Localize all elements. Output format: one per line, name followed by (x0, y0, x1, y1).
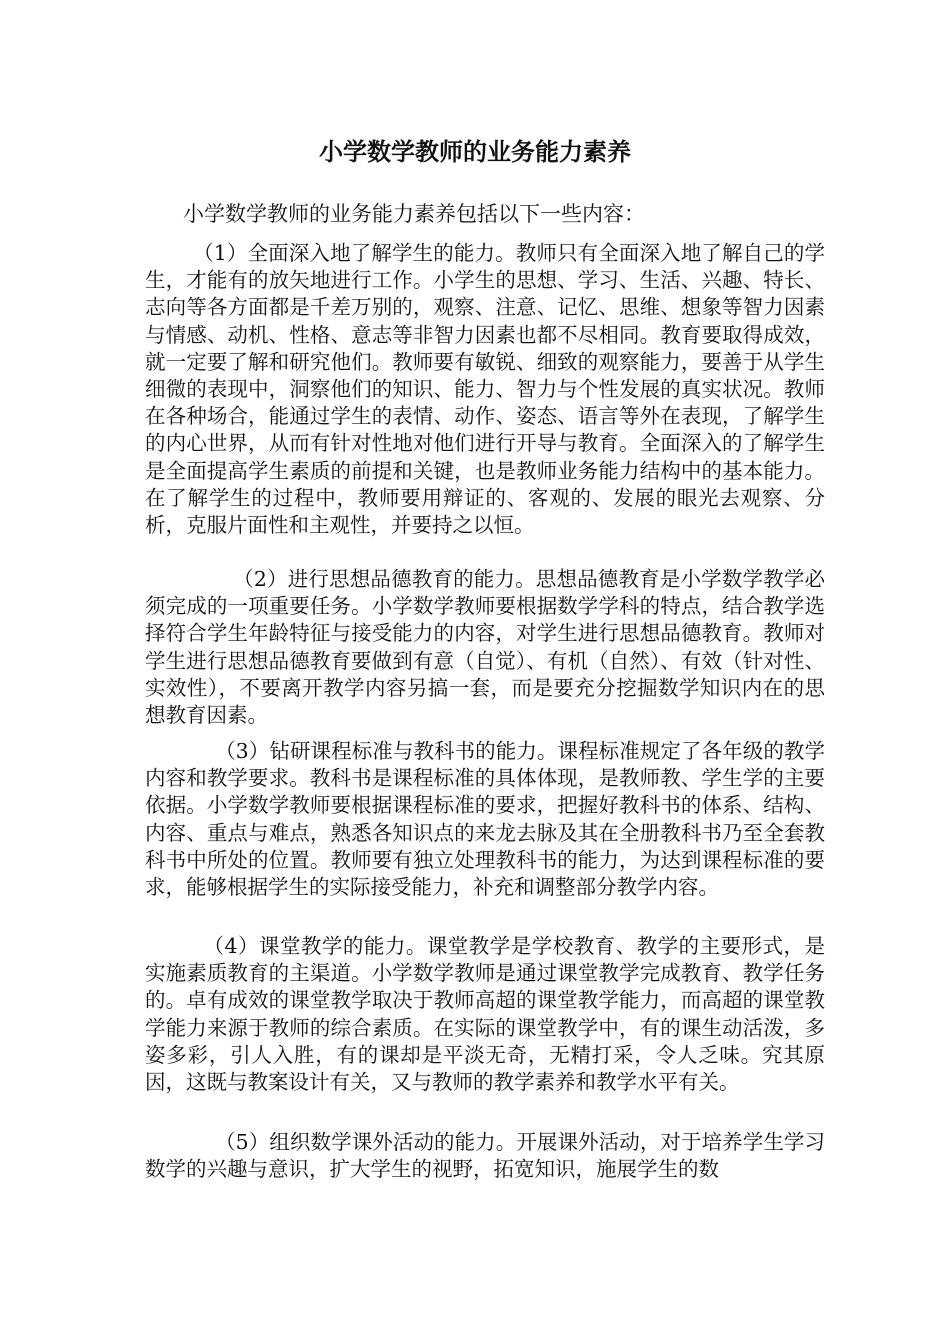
paragraph-3 (145, 738, 825, 901)
paragraph-2-text: （2）进行思想品德教育的能力。思想品德教育是小学数学教学必须完成的一项重要任务。小学数学教师要根据数学学科的特点，结合教学选择符合学生年龄特征与接受能力的内容，对学生进行思想品德教育。教师对学生进行思想品德教育要做到有意（自觉）、有机（自然）、有效（针对性、实效性），不要离开教学内容另搞一套，而是要充分挖掘数学知识内在的思想教育因素。 (145, 567, 825, 728)
intro-text: 小学数学教师的业务能力素养包括以下一些内容： (183, 202, 645, 226)
paragraph-3-text: （3）钻研课程标准与教科书的能力。课程标准规定了各年级的教学内容和教学要求。教科书是课程标准的具体体现，是教师教、学生学的主要依据。小学数学教师要根据课程标准的要求，把握好教科书的体系、结构、内容、重点与难点，熟悉各知识点的来龙去脉及其在全册教科书乃至全套教科书中所处的位置。教师要有独立处理教科书的能力，为达到课程标准的要求，能够根据学生的实际接受能力，补充和调整部分教学内容。 (145, 739, 825, 900)
paragraph-4 (145, 933, 825, 1096)
document-title: 小学数学教师的业务能力素养 (319, 137, 631, 166)
paragraph-2 (145, 566, 825, 729)
paragraph-1 (145, 240, 825, 539)
paragraph-5 (145, 1129, 825, 1183)
paragraph-5-text: （5）组织数学课外活动的能力。开展课外活动，对于培养学生学习数学的兴趣与意识，扩大学生的视野，拓宽知识，施展学生的数 (145, 1130, 825, 1182)
paragraph-1-text: （1）全面深入地了解学生的能力。教师只有全面深入地了解自己的学生，才能有的放矢地进行工作。小学生的思想、学习、生活、兴趣、特长、志向等各方面都是千差万别的，观察、注意、记忆、思维、想象等智力因素与情感、动机、性格、意志等非智力因素也都不尽相同。教育要取得成效，就一定要了解和研究他们。教师要有敏锐、细致的观察能力，要善于从学生细微的表现中，洞察他们的知识、能力、智力与个性发展的真实状况。教师在各种场合，能通过学生的表情、动作、姿态、语言等外在表现，了解学生的内心世界，从而有针对性地对他们进行开导与教育。全面深入的了解学生是全面提高学生素质的前提和关键，也是教师业务能力结构中的基本能力。在了解学生的过程中，教师要用辩证的、客观的、发展的眼光去观察、分析，克服片面性和主观性，并要持之以恒。 (145, 241, 825, 538)
paragraph-4-text: （4）课堂教学的能力。课堂教学是学校教育、教学的主要形式，是实施素质教育的主渠道。小学数学教师是通过课堂教学完成教育、教学任务的。卓有成效的课堂教学取决于教师高超的课堂教学能力，而高超的课堂教学能力来源于教师的综合素质。在实际的课堂教学中，有的课生动活泼，多姿多彩，引人入胜，有的课却是平淡无奇，无精打采，令人乏味。究其原因，这既与教案设计有关，又与教师的教学素养和教学水平有关。 (145, 934, 825, 1095)
